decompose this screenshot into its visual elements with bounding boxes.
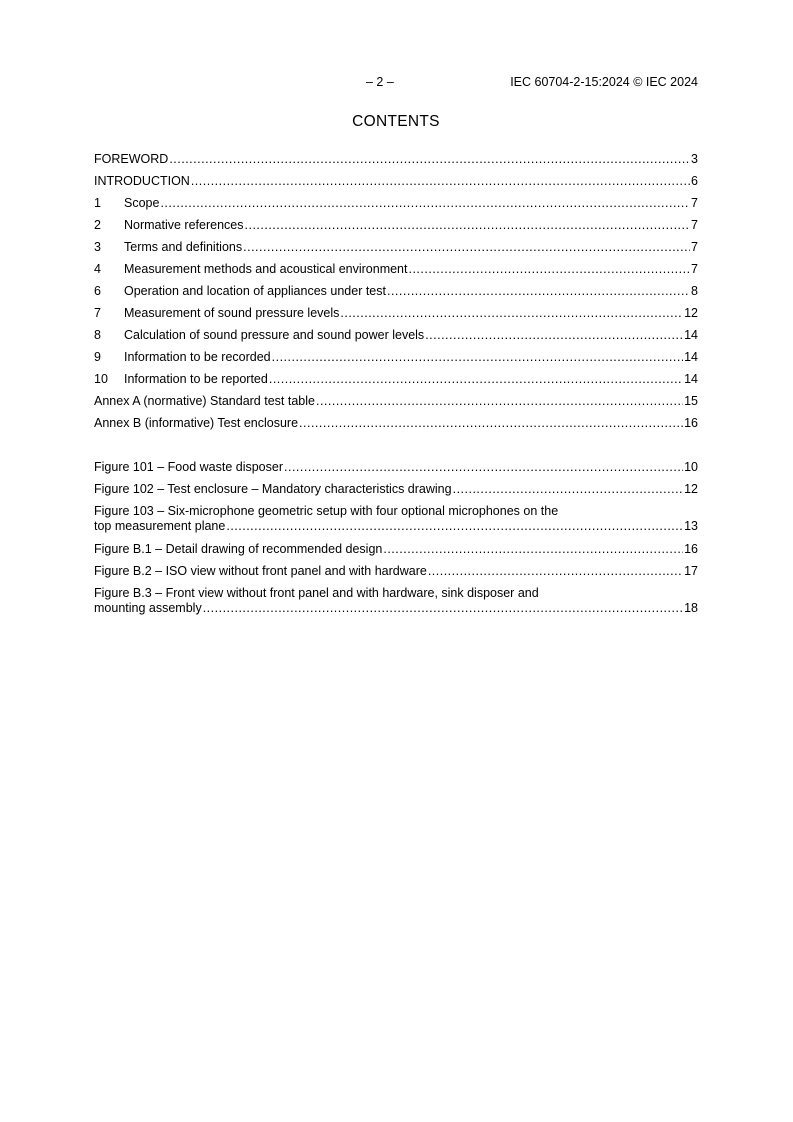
figure-entry-b3[interactable] [94, 579, 698, 617]
figure-page-number: 10 [684, 460, 698, 474]
figure-page-number: 17 [684, 564, 698, 578]
toc-page-number: 7 [691, 196, 698, 210]
toc-entry-text: Operation and location of appliances under test [124, 284, 386, 298]
dot-leader [425, 328, 683, 343]
toc-entry-annex-b[interactable] [94, 409, 698, 431]
dot-leader [243, 240, 690, 255]
toc-entry-operation-and-location[interactable] [94, 277, 698, 299]
dot-leader [169, 152, 690, 167]
figure-entry-text-continued: mounting assembly [94, 601, 202, 615]
dot-leader [453, 482, 684, 497]
toc-page-number: 7 [691, 218, 698, 232]
dot-leader [245, 218, 691, 233]
toc-page-number: 16 [684, 416, 698, 430]
toc-clause-number: 8 [94, 328, 101, 342]
dot-leader [226, 519, 683, 534]
dot-leader [284, 460, 683, 475]
toc-entry-measurement-of-sound-pressure[interactable] [94, 299, 698, 321]
toc-entry-measurement-methods[interactable] [94, 255, 698, 277]
toc-page-number: 8 [691, 284, 698, 298]
figure-page-number: 16 [684, 542, 698, 556]
figure-entry-101[interactable] [94, 453, 698, 475]
figure-page-number: 13 [684, 519, 698, 533]
toc-clause-number: 1 [94, 196, 101, 210]
toc-clause-number: 6 [94, 284, 101, 298]
document-reference: IEC 60704-2-15:2024 © IEC 2024 [510, 75, 698, 89]
toc-entry-text: Information to be reported [124, 372, 268, 386]
toc-entry-text: Measurement methods and acoustical environment [124, 262, 408, 276]
figure-entry-text: Figure B.2 – ISO view without front panel and with hardware [94, 564, 427, 578]
toc-entry-text: Scope [124, 196, 160, 210]
figure-entry-text: Figure 101 – Food waste disposer [94, 460, 283, 474]
toc-entry-annex-a[interactable] [94, 387, 698, 409]
dot-leader [160, 196, 690, 211]
dot-leader [299, 416, 683, 431]
toc-entry-text: FOREWORD [94, 152, 169, 166]
figure-entry-continuation [94, 519, 698, 534]
toc-entry-text: INTRODUCTION [94, 174, 190, 188]
toc-entry-text: Normative references [124, 218, 244, 232]
toc-page-number: 6 [691, 174, 698, 188]
dot-leader [340, 306, 683, 321]
toc-entry-text: Annex A (normative) Standard test table [94, 394, 315, 408]
toc-clause-number: 7 [94, 306, 101, 320]
table-of-contents [94, 145, 698, 617]
toc-clause-number: 9 [94, 350, 101, 364]
toc-entry-foreword[interactable] [94, 145, 698, 167]
toc-page-number: 3 [691, 152, 698, 166]
figure-entry-b2[interactable] [94, 557, 698, 579]
toc-clause-number: 3 [94, 240, 101, 254]
toc-clause-number: 10 [94, 372, 108, 386]
toc-entry-scope[interactable] [94, 189, 698, 211]
dot-leader [203, 601, 683, 616]
figure-entry-text: Figure 103 – Six-microphone geometric setup with four optional microphones on the [94, 504, 559, 518]
contents-title: CONTENTS [352, 113, 440, 130]
figure-entry-text: Figure B.1 – Detail drawing of recommended design [94, 542, 383, 556]
toc-page-number: 14 [684, 350, 698, 364]
dot-leader [269, 372, 683, 387]
toc-page-number: 15 [684, 394, 698, 408]
figure-entry-text: Figure 102 – Test enclosure – Mandatory characteristics drawing [94, 482, 452, 496]
toc-clause-number: 4 [94, 262, 101, 276]
dot-leader [428, 564, 683, 579]
figure-entry-b1[interactable] [94, 535, 698, 557]
toc-entry-text: Terms and definitions [124, 240, 243, 254]
toc-entry-text: Annex B (informative) Test enclosure [94, 416, 299, 430]
toc-entry-text: Calculation of sound pressure and sound power levels [124, 328, 425, 342]
toc-entry-calculation[interactable] [94, 321, 698, 343]
dot-leader [387, 284, 690, 299]
toc-entry-normative-references[interactable] [94, 211, 698, 233]
dot-leader [272, 350, 683, 365]
figure-entry-103[interactable] [94, 497, 698, 535]
figure-entry-text: Figure B.3 – Front view without front panel and with hardware, sink disposer and [94, 586, 539, 600]
toc-page-number: 7 [691, 262, 698, 276]
toc-page-number: 7 [691, 240, 698, 254]
figure-page-number: 12 [684, 482, 698, 496]
figure-entry-text-continued: top measurement plane [94, 519, 226, 533]
figure-page-number: 18 [684, 601, 698, 615]
dot-leader [383, 542, 683, 557]
toc-page-number: 14 [684, 328, 698, 342]
dot-leader [191, 174, 690, 189]
toc-entry-information-reported[interactable] [94, 365, 698, 387]
toc-clause-number: 2 [94, 218, 101, 232]
page-number: – 2 – [366, 75, 394, 89]
toc-entry-introduction[interactable] [94, 167, 698, 189]
toc-entry-text: Measurement of sound pressure levels [124, 306, 340, 320]
toc-entry-information-recorded[interactable] [94, 343, 698, 365]
toc-page-number: 14 [684, 372, 698, 386]
page-header [94, 75, 698, 93]
dot-leader [408, 262, 690, 277]
figure-entry-continuation [94, 601, 698, 616]
toc-entry-terms-and-definitions[interactable] [94, 233, 698, 255]
dot-leader [316, 394, 683, 409]
toc-entry-text: Information to be recorded [124, 350, 271, 364]
toc-page-number: 12 [684, 306, 698, 320]
figure-entry-102[interactable] [94, 475, 698, 497]
